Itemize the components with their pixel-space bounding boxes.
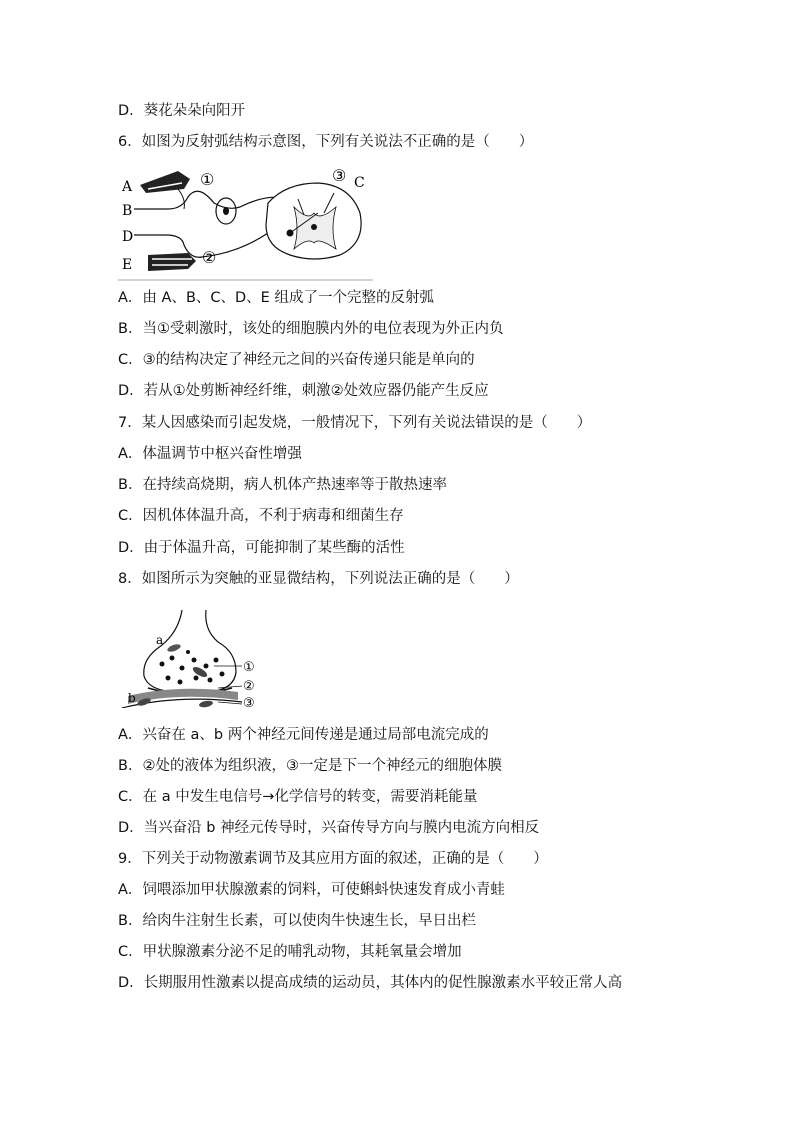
q7-stem: 7．某人因感染而引起发烧，一般情况下，下列有关说法错误的是（ ） xyxy=(118,415,592,431)
figure2-label-b: b xyxy=(128,691,136,705)
q9-option-c: C．甲状腺激素分泌不足的哺乳动物，其耗氧量会增加 xyxy=(118,944,462,960)
figure1-letter-labels xyxy=(121,179,133,273)
q9-option-a: A．饲喂添加甲状腺激素的饲料，可使蝌蚪快速发育成小青蛙 xyxy=(118,882,505,898)
q6-option-c: C．③的结构决定了神经元之间的兴奋传递只能是单向的 xyxy=(118,352,475,368)
q9-stem: 9．下列关于动物激素调节及其应用方面的叙述，正确的是（ ） xyxy=(118,851,548,867)
figure1-label-c: C xyxy=(354,175,365,191)
q9-option-d: D．长期服用性激素以提高成绩的运动员，其体内的促性腺激素水平较正常人高 xyxy=(118,975,623,991)
figure2-label-a: a xyxy=(156,633,164,647)
figure1-marker-1: ① xyxy=(200,170,215,189)
q8-option-c: C．在 a 中发生电信号→化学信号的转变，需要消耗能量 xyxy=(118,789,478,805)
q7-option-c: C．因机体体温升高，不利于病毒和细菌生存 xyxy=(118,508,404,524)
figure1-label-b: B xyxy=(122,203,133,219)
q8-option-d: D．当兴奋沿 b 神经元传导时，兴奋传导方向与膜内电流方向相反 xyxy=(118,820,540,836)
reflex-arc-figure xyxy=(118,163,378,283)
q7-option-d: D．由于体温升高，可能抑制了某些酶的活性 xyxy=(118,540,405,556)
figure2-marker-1: ① xyxy=(243,660,255,675)
figure2-marker-2: ② xyxy=(243,679,255,694)
q8-option-a: A．兴奋在 a、b 两个神经元间传递是通过局部电流完成的 xyxy=(118,727,489,743)
q7-option-b: B．在持续高烧期，病人机体产热速率等于散热速率 xyxy=(118,477,447,493)
figure1-label-d: D xyxy=(122,229,134,245)
q5-option-d: D．葵花朵朵向阳开 xyxy=(118,103,246,119)
q8-stem: 8．如图所示为突触的亚显微结构，下列说法正确的是（ ） xyxy=(118,571,519,587)
q7-option-a: A．体温调节中枢兴奋性增强 xyxy=(118,446,302,462)
q9-option-b: B．给肉牛注射生长素，可以使肉牛快速生长，早日出栏 xyxy=(118,913,476,929)
q6-option-a: A．由 A、B、C、D、E 组成了一个完整的反射弧 xyxy=(118,290,434,306)
q8-option-b: B．②处的液体为组织液，③一定是下一个神经元的细胞体膜 xyxy=(118,758,502,774)
figure1-label-a: A xyxy=(122,179,133,195)
figure2-marker-3: ③ xyxy=(243,696,255,708)
q6-stem: 6．如图为反射弧结构示意图，下列有关说法不正确的是（ ） xyxy=(118,134,534,150)
figure1-marker-3: ③ xyxy=(332,166,347,185)
synapse-figure xyxy=(118,608,268,708)
q6-option-d: D．若从①处剪断神经纤维，刺激②处效应器仍能产生反应 xyxy=(118,383,489,399)
figure1-marker-2: ② xyxy=(202,248,217,267)
q6-option-b: B．当①受刺激时，该处的细胞膜内外的电位表现为外正内负 xyxy=(118,321,504,337)
figure1-label-e: E xyxy=(122,257,133,273)
